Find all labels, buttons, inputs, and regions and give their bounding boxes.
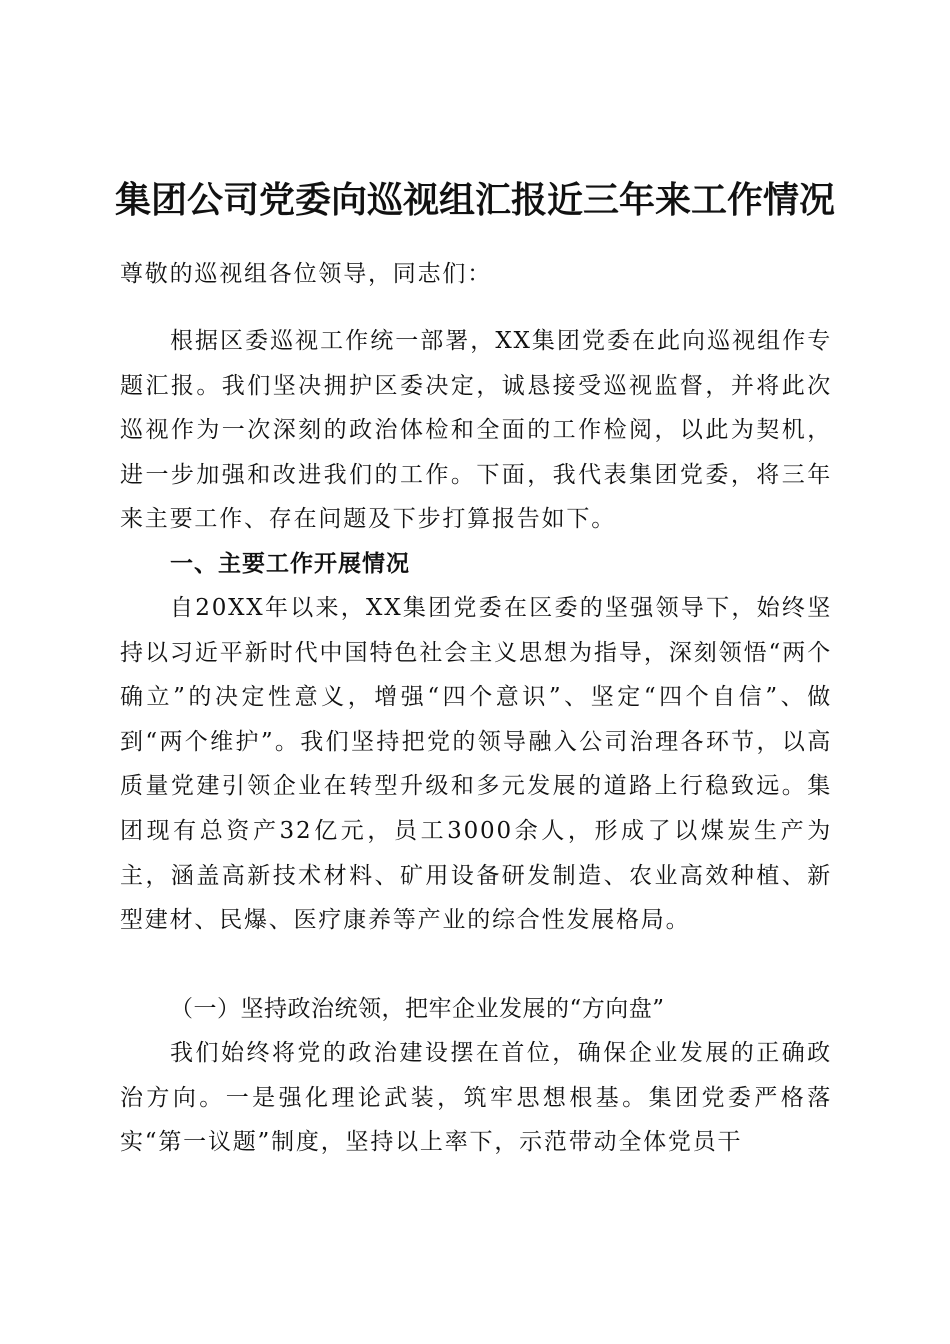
salutation: 尊敬的巡视组各位领导，同志们： [120, 261, 492, 287]
subsection-heading-political-leadership: （一）坚持政治统领，把牢企业发展的“方向盘” [170, 996, 665, 1022]
section-heading-main-work: 一、主要工作开展情况 [170, 551, 410, 577]
paragraph-overview: 自20XX年以来，XX集团党委在区委的坚强领导下，始终坚持以习近平新时代中国特色社会主义思想为指导，深刻领悟“两个确立”的决定性意义，增强“四个意识”、坚定“四个自信”、做到“两个维护”。我们坚持把党的领导融入公司治理各环节，以高质量党建引领企业在转型升级和多元发展的道路上行稳致远。集团现有总资产32亿元，员工3000余人，形成了以煤炭生产为主，涵盖高新技术材料、矿用设备研发制造、农业高效种植、新型建材、民爆、医疗康养等产业的综合性发展格局。 [120, 595, 832, 934]
paragraph-intro: 根据区委巡视工作统一部署，XX集团党委在此向巡视组作专题汇报。我们坚决拥护区委决定，诚恳接受巡视监督，并将此次巡视作为一次深刻的政治体检和全面的工作检阅，以此为契机，进一步加强和改进我们的工作。下面，我代表集团党委，将三年来主要工作、存在问题及下步打算报告如下。 [120, 328, 832, 533]
document-title: 集团公司党委向巡视组汇报近三年来工作情况 [114, 179, 835, 221]
paragraph-political-building: 我们始终将党的政治建设摆在首位，确保企业发展的正确政治方向。一是强化理论武装，筑牢思想根基。集团党委严格落实“第一议题”制度，坚持以上率下，示范带动全体党员干 [120, 1040, 832, 1156]
